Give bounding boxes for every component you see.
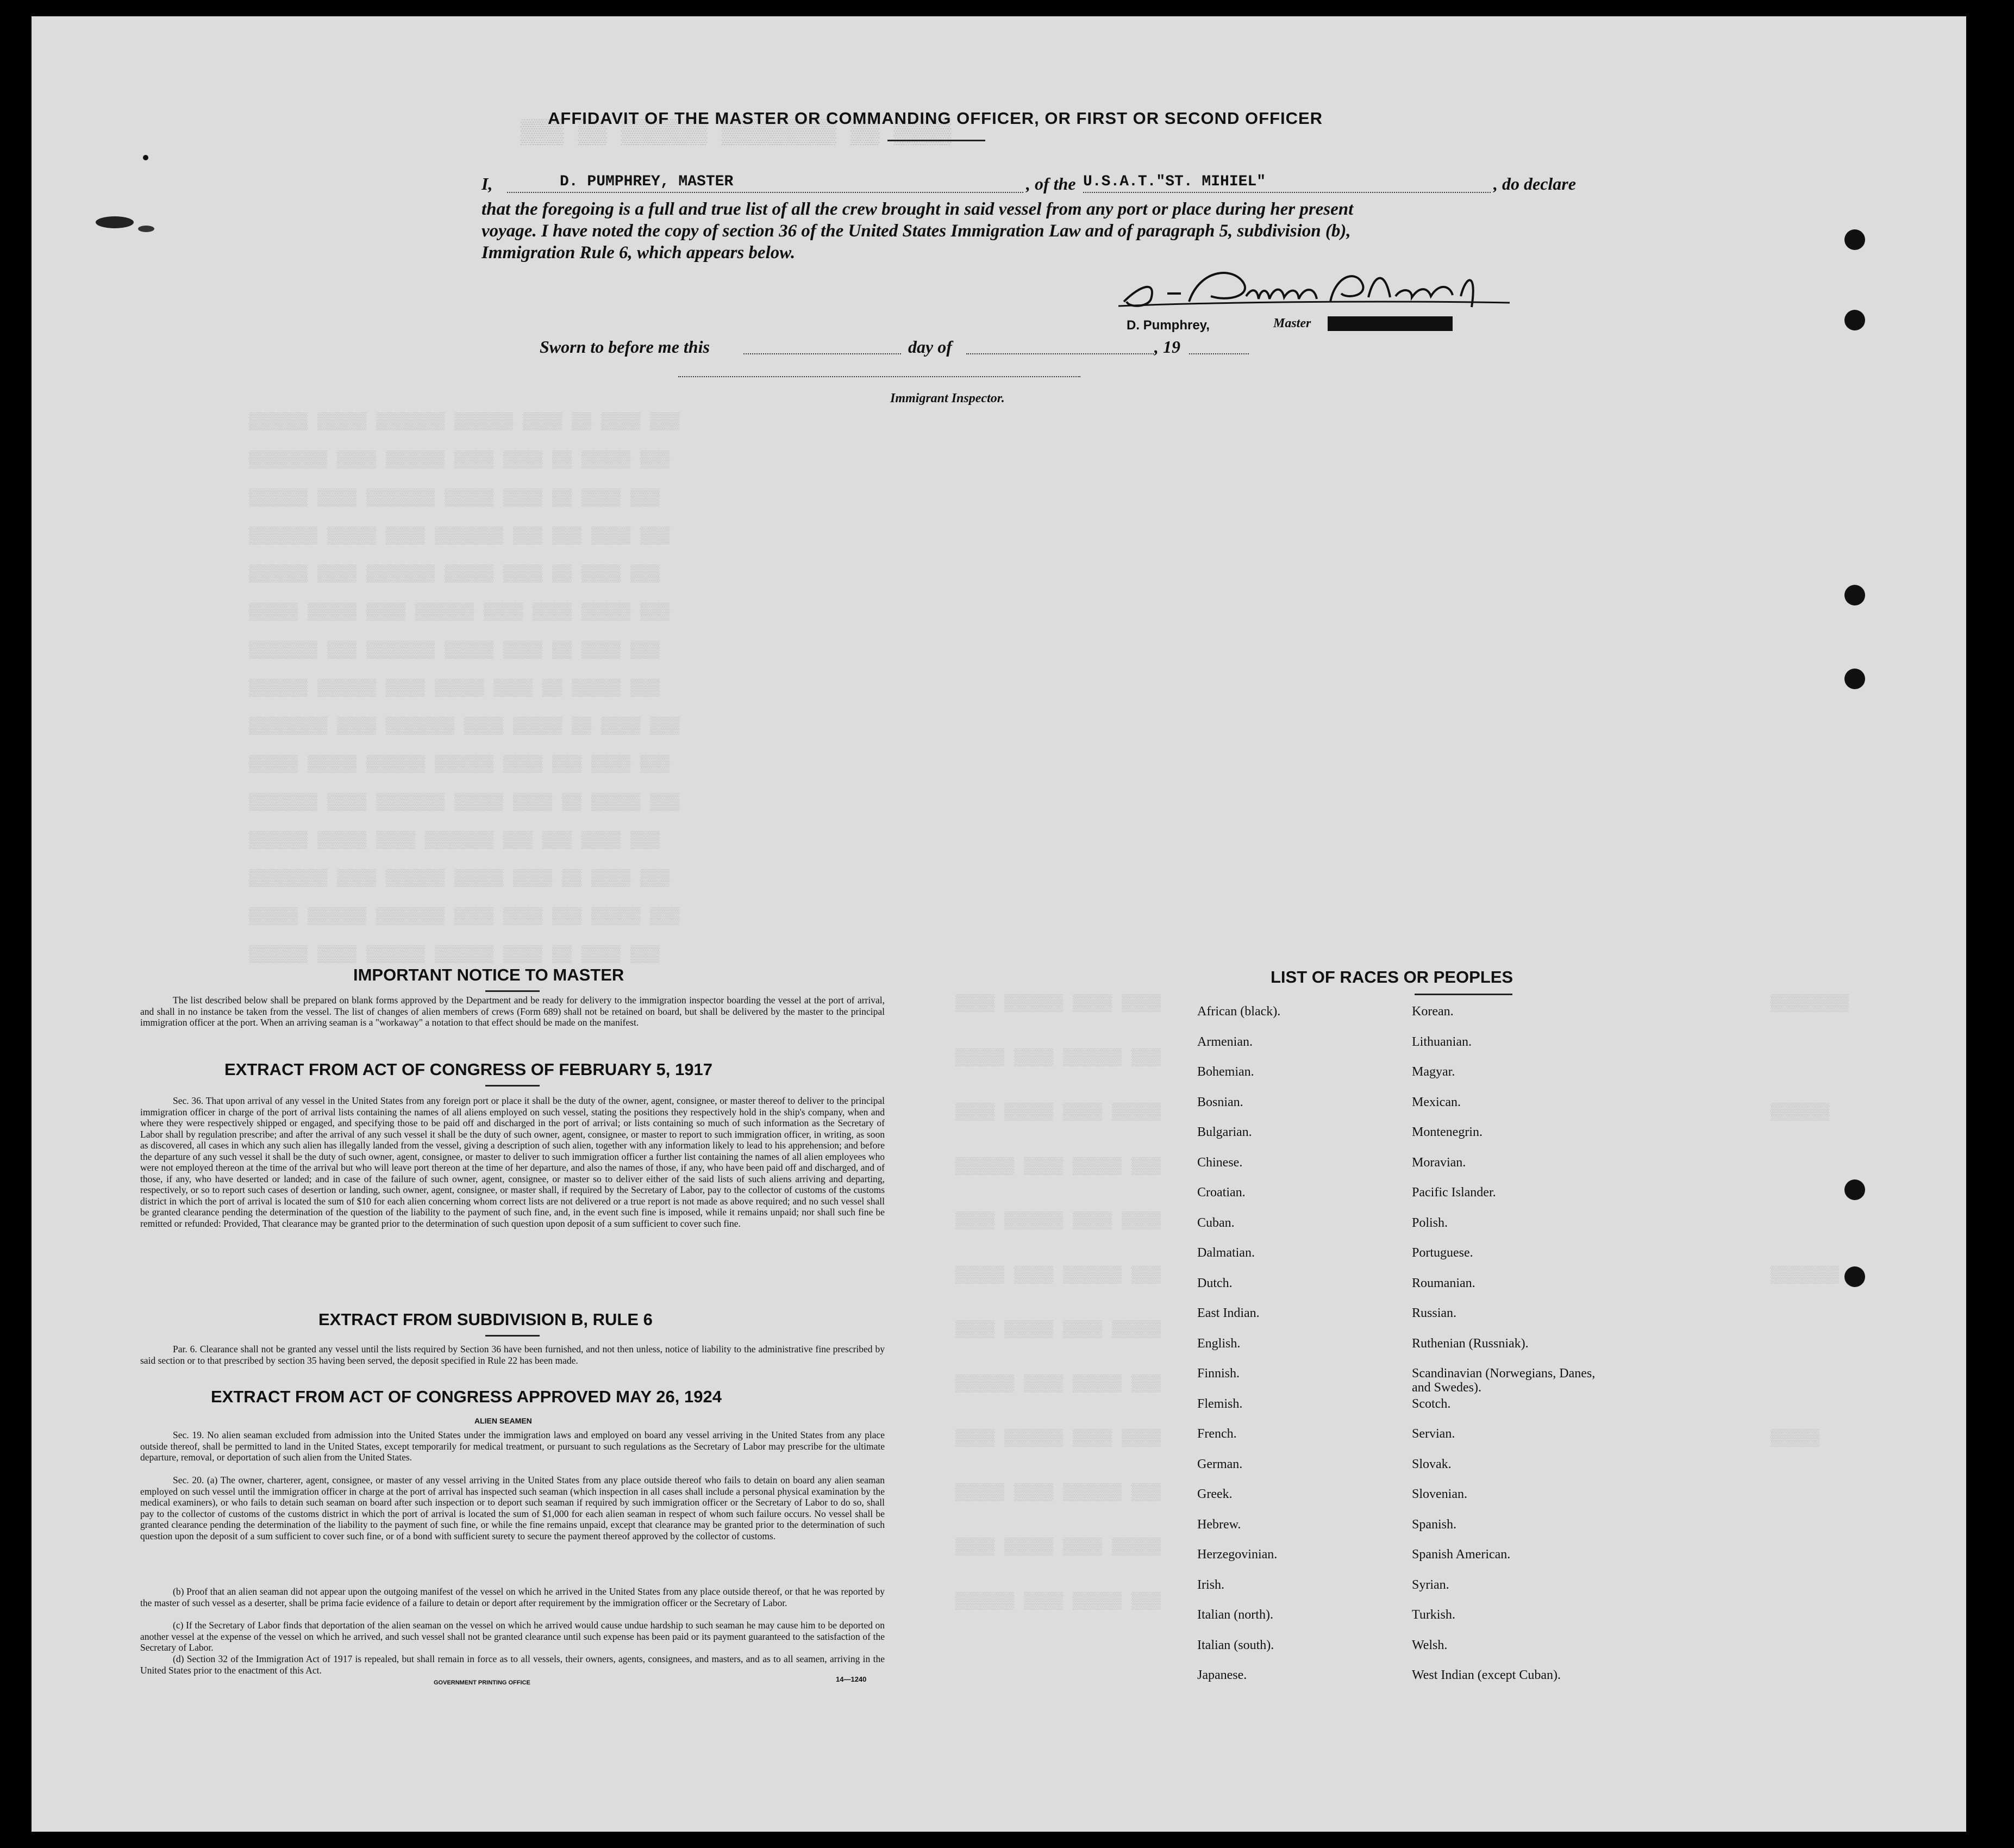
affidavit-line-3: voyage. I have noted the copy of section 36 of the United States Immigration Law and of paragraph 5, subdivision (b), [481,221,1351,241]
extract-1924-title: EXTRACT FROM ACT OF CONGRESS APPROVED MAY 26, 1924 [211,1387,722,1406]
race-item: Bulgarian. [1197,1125,1252,1139]
race-item: Italian (south). [1197,1638,1274,1652]
race-item: Dutch. [1197,1276,1233,1290]
notice-rule [485,990,540,992]
document-page [32,16,1966,1832]
race-item: Korean. [1412,1004,1454,1019]
binder-hole [1844,669,1865,689]
race-item: Chinese. [1197,1155,1243,1170]
extract-1917-rule [485,1085,540,1087]
extract-rule6-body: Par. 6. Clearance shall not be granted any vessel until the lists required by Section 36 have been furnished, and not then unless, notice of liability to the administrative fine prescribed by said section or to that prescribed by section 35 having been served, the deposit specified in Rule 22 has been made. [140,1344,885,1366]
extract-1917-body: Sec. 36. That upon arrival of any vessel in the United States from any foreign port or place it shall be the duty of the owner, agent, consignee, or master thereof to deliver to the principal immigration officer in charge of the port of arrival lists containing the names of all aliens employed on such vessel, stating the positions they respectively hold in the ship's company, when and where they were respectively shipped or engaged, and specifying those to be paid off and discharged in the port of arrival; or lists containing so much of such information as the Secretary of Labor shall by regulation prescribe; and after the arrival of any such vessel it shall be the duty of such owner, agent, consignee, or master to report to such immigration officer, in writing, as soon as discovered, all cases in which any such alien has illegally landed from the vessel, giving a description of such alien, together with any information likely to lead to his apprehension; and before the departure of any such vessel it shall be the duty of such owner, agent, consignee, or master to deliver to such immigration officer a further list containing the names of all alien employees who were not employed thereon at the time of the arrival but who will leave port thereon at the time of her departure, and also the names of those, if any, who have been paid off and discharged, and of those, if any, who have deserted or landed; and in case of the failure of such owner, agent, consignee, or master so to deliver either of the said lists of such aliens arriving and departing, respectively, or so to report such cases of desertion or landing, such owner, agent, consignee, or master shall, if required by the Secretary of Labor, pay to the collector of customs of the customs district in which the port of arrival is located the sum of $10 for each alien concerning whom correct lists are not delivered or a true report is not made as above required; and no such vessel shall be granted clearance pending the determination of the question of the liability to the payment of such fine, and, in the event such fine is imposed, while it remains unpaid; nor shall such fine be remitted or refunded: Provided, That clearance may be granted prior to the determination of such question upon deposit of a sum sufficient to cover such fine. [140,1095,885,1229]
race-item: Cuban. [1197,1215,1235,1230]
race-item: Pacific Islander. [1412,1185,1496,1200]
sec-19-body: Sec. 19. No alien seaman excluded from admission into the United States under the immigration laws and employed on board any vessel arriving in the United States from any place outside thereof, shall be permitted to land in the United States, except temporarily for medical treatment, or pursuant to such regulations as the Secretary of Labor may prescribe for the ultimate departure, removal, or deportation of such alien from the United States. [140,1429,885,1463]
races-rule [1415,994,1512,995]
binder-hole [1844,310,1865,330]
notice-body: The list described below shall be prepared on blank forms approved by the Department and be ready for delivery to the immigration inspector boarding the vessel at the port of arrival, and shall in no instance be taken from the vessel. The list of changes of alien members of crews (Form 689) shall not be retained on board, but shall be delivered by the master to the principal immigration officer at the port. When an arriving seaman is a "workaway" a notation to that effect should be made on the manifest. [140,995,885,1028]
binder-hole [1844,1179,1865,1200]
form-number: 14—1240 [836,1675,867,1683]
extract-1917-title: EXTRACT FROM ACT OF CONGRESS OF FEBRUARY 5, 1917 [224,1060,712,1079]
printer-credit: GOVERNMENT PRINTING OFFICE [434,1680,530,1686]
race-item: Russian. [1412,1306,1457,1320]
race-item: West Indian (except Cuban). [1412,1668,1561,1682]
race-item: Montenegrin. [1412,1125,1483,1139]
race-item: Spanish. [1412,1517,1457,1532]
i-label: I, [481,174,493,193]
inspector-label: Immigrant Inspector. [890,391,1005,405]
race-item: Japanese. [1197,1668,1247,1682]
race-item: Mexican. [1412,1095,1461,1109]
sec-20b-body: (b) Proof that an alien seaman did not appear upon the outgoing manifest of the vessel on which he arrived in the United States from any place outside thereof, or that he was reported by the master of such vessel as a deserter, shall be prima facie evidence of a failure to detain or deport after requirement by the immigration officer or the Secretary of Labor. [140,1586,885,1608]
name-underline [507,192,1023,193]
sec-20a-body: Sec. 20. (a) The owner, charterer, agent, consignee, or master of any vessel arriving in the United States from any place outside thereof who fails to detain on board any alien seaman employed on such vessel until the immigration officer in charge at the port of arrival has inspected such seaman (which inspection in all cases shall include a personal physical examination by the medical examiners), or who fails to detain such seaman on board after such inspection or to deport such seaman if required by such immigration officer or the Secretary of Labor to do so, shall pay to the collector of customs of the customs district in which the port of arrival is located the sum of $1,000 for each alien seaman in respect of whom such failure occurs. No vessel shall be granted clearance pending the determination of the liability to the payment of such fine, or while the fine remains unpaid, except that clearance may be granted prior to the determination of such question upon the deposit of a sum sufficient to cover such fine, or of a bond with sufficient surety to secure the payment thereof approved by the collector of customs. [140,1475,885,1541]
race-item: Slovenian. [1412,1487,1467,1501]
race-item: Lithuanian. [1412,1034,1472,1049]
races-right-column [1412,1004,1597,1699]
race-item: Hebrew. [1197,1517,1241,1532]
vessel-underline [1083,192,1491,193]
race-item: Portuguese. [1412,1246,1473,1260]
race-item: Turkish. [1412,1608,1455,1622]
race-item: Irish. [1197,1577,1224,1592]
race-item: Servian. [1412,1427,1455,1441]
declare-label: , do declare [1493,174,1576,193]
alien-seamen-subtitle: ALIEN SEAMEN [474,1416,532,1425]
vessel-name-field: U.S.A.T."ST. MIHIEL" [1083,173,1266,190]
race-item: Bosnian. [1197,1095,1243,1109]
race-item: Dalmatian. [1197,1246,1255,1260]
race-item: Syrian. [1412,1577,1449,1592]
title-rule [887,140,985,141]
race-item: Moravian. [1412,1155,1466,1170]
affidavit-line-2: that the foregoing is a full and true list of all the crew brought in said vessel from any port or place during her present [481,199,1354,219]
year-label: , 19 [1154,337,1180,357]
binder-hole [1844,229,1865,250]
sec-20c-body: (c) If the Secretary of Labor finds that deportation of the alien seaman on the vessel on which he arrived would cause undue hardship to such seaman he may cause him to be deported on another vessel at the expense of the vessel on which he arrived, and such vessel shall not be granted clearance until such expense has been paid or its payment guaranteed to the satisfaction of the Secretary of Labor. [140,1620,885,1653]
inspector-signature-line [678,376,1080,377]
binder-hole [1844,585,1865,605]
race-item: Armenian. [1197,1034,1253,1049]
notice-title: IMPORTANT NOTICE TO MASTER [353,965,624,984]
race-item: English. [1197,1336,1241,1351]
ink-blot [96,216,134,228]
race-item: Welsh. [1412,1638,1448,1652]
race-item: Slovak. [1412,1457,1452,1471]
extract-rule6-title: EXTRACT FROM SUBDIVISION B, RULE 6 [318,1310,653,1329]
year-blank [1189,353,1249,354]
race-item: Croatian. [1197,1185,1246,1200]
race-item: Scandinavian (Norwegians, Danes, and Swedes). [1412,1366,1596,1395]
race-item: Herzegovinian. [1197,1547,1278,1562]
race-item: Scotch. [1412,1396,1451,1411]
race-item: Finnish. [1197,1366,1240,1381]
race-item: Spanish American. [1412,1547,1511,1562]
race-item: Roumanian. [1412,1276,1475,1290]
extract-rule6-rule [485,1335,540,1337]
sworn-day-blank [743,353,901,354]
affidavit-line-4: Immigration Rule 6, which appears below. [481,243,796,263]
master-signature [1118,264,1531,318]
day-of-label: day of [908,337,952,357]
sec-20d-body: (d) Section 32 of the Immigration Act of 1917 is repealed, but shall remain in force as to all vessels, their owners, agents, consignees, and masters, and as to all seamen, arriving in the United States prior to the enactment of this Act. [140,1653,885,1676]
signature-name: D. Pumphrey, [1127,318,1210,333]
month-blank [966,353,1154,354]
races-title: LIST OF RACES OR PEOPLES [1271,967,1513,987]
sworn-label: Sworn to before me this [540,337,710,357]
struck-officer-text: First or Second Officer [1328,316,1453,330]
race-item: Ruthenian (Russniak). [1412,1336,1529,1351]
master-name-field: D. PUMPHREY, MASTER [560,173,734,190]
ink-speck [143,155,148,160]
race-item: Greek. [1197,1487,1233,1501]
race-item: Bohemian. [1197,1065,1254,1079]
signature-title: Master [1273,316,1311,330]
affidavit-title: AFFIDAVIT OF THE MASTER OR COMMANDING OFFICER, OR FIRST OR SECOND OFFICER [548,109,1323,128]
race-item: East Indian. [1197,1306,1260,1320]
race-item: German. [1197,1457,1243,1471]
ink-blot [138,226,154,232]
race-item: French. [1197,1427,1237,1441]
races-left-column [1197,1004,1280,1699]
race-item: African (black). [1197,1004,1281,1019]
race-item: Magyar. [1412,1065,1455,1079]
race-item: Italian (north). [1197,1608,1273,1622]
race-item: Polish. [1412,1215,1448,1230]
race-item: Flemish. [1197,1396,1243,1411]
bleed-through-texture: ▒▒▒ ▒▒ ▒▒▒▒▒▒ ▒▒▒▒▒▒▒▒ ▒▒ ▒▒▒▒ ▒▒▒▒▒▒ ▒▒▒▒▒ ▒▒▒▒▒▒▒ ▒▒▒▒▒▒ ▒▒▒▒ ▒▒ ▒▒▒▒ ▒▒▒ ▒▒▒▒▒▒▒▒ ▒▒▒▒ ▒▒▒▒▒▒ ▒▒▒▒ ▒▒▒▒ ▒▒ ▒▒▒▒▒ ▒▒▒ ▒▒▒▒▒▒ ▒▒▒▒ ▒▒▒▒▒▒▒ ▒▒▒▒▒ ▒▒▒▒ ▒▒ ▒▒▒▒ ▒▒▒ ▒▒▒▒▒▒▒ ▒▒▒▒▒ ▒▒▒▒ ▒▒▒▒▒▒▒ ▒▒▒ ▒▒▒ ▒▒▒▒ ▒▒▒ ▒▒▒▒▒▒ ▒▒▒▒ ▒▒▒▒▒▒▒ ▒▒▒▒▒ ▒▒▒▒ ▒▒ ▒▒▒▒ ▒▒▒ ▒▒▒▒▒ ▒▒▒▒▒ ▒▒▒▒ ▒▒▒▒▒▒ ▒▒▒▒ ▒▒▒▒ ▒▒▒▒▒ ▒▒▒ ▒▒▒▒▒▒▒ ▒▒▒ ▒▒▒▒▒▒▒ ▒▒▒▒▒ ▒▒▒▒ ▒▒ ▒▒▒▒ ▒▒▒ ▒▒▒▒▒▒ ▒▒▒▒▒▒ ▒▒▒▒ ▒▒▒▒▒ ▒▒▒▒ ▒▒ ▒▒▒▒▒ ▒▒▒ ▒▒▒▒▒▒▒▒ ▒▒▒▒ ▒▒▒▒▒▒▒ ▒▒▒▒ ▒▒▒▒▒ ▒▒ ▒▒▒▒ ▒▒▒ ▒▒▒▒▒ ▒▒▒▒▒ ▒▒▒▒▒▒ ▒▒▒▒▒▒ ▒▒▒▒ ▒▒▒ ▒▒▒▒ ▒▒▒ ▒▒▒▒▒▒▒ ▒▒▒▒ ▒▒▒▒▒▒▒ ▒▒▒▒▒ ▒▒▒▒ ▒▒ ▒▒▒▒▒ ▒▒▒ ▒▒▒▒▒▒ ▒▒▒▒▒ ▒▒▒▒ ▒▒▒▒▒▒▒ ▒▒▒ ▒▒▒ ▒▒▒▒ ▒▒▒ ▒▒▒▒▒▒▒▒ ▒▒▒▒ ▒▒▒▒▒▒ ▒▒▒▒▒ ▒▒▒▒ ▒▒ ▒▒▒▒ ▒▒▒ ▒▒▒▒▒ ▒▒▒▒▒▒ ▒▒▒▒▒▒▒ ▒▒▒▒ ▒▒▒▒ ▒▒▒ ▒▒▒▒▒ ▒▒▒ ▒▒▒▒▒▒ ▒▒▒▒ ▒▒▒▒▒▒ ▒▒▒▒▒▒ ▒▒▒▒ ▒▒ ▒▒▒▒ ▒▒▒ ▒▒▒▒ ▒▒▒▒▒▒ ▒▒▒▒ ▒▒▒▒ ▒▒▒▒▒ ▒▒▒▒ ▒▒▒▒▒▒ ▒▒▒ ▒▒▒▒ ▒▒▒▒▒ ▒▒▒▒ ▒▒▒▒▒ ▒▒▒▒▒▒ ▒▒▒▒ ▒▒▒▒▒ ▒▒▒ ▒▒▒▒ ▒▒▒▒▒▒ ▒▒▒▒ ▒▒▒▒ ▒▒▒▒▒ ▒▒▒▒ ▒▒▒▒▒▒ ▒▒▒ ▒▒▒▒ ▒▒▒▒▒ ▒▒▒▒ ▒▒▒▒▒ ▒▒▒▒▒▒ ▒▒▒▒ ▒▒▒▒▒ ▒▒▒ ▒▒▒▒ ▒▒▒▒▒▒ ▒▒▒▒ ▒▒▒▒ ▒▒▒▒▒ ▒▒▒▒ ▒▒▒▒▒▒ ▒▒▒ ▒▒▒▒ ▒▒▒▒▒ ▒▒▒▒ ▒▒▒▒▒ ▒▒▒▒▒▒ ▒▒▒▒ ▒▒▒▒▒ ▒▒▒ ▒▒▒▒▒▒▒▒ ▒▒▒▒▒▒ ▒▒▒▒▒▒▒ ▒▒▒▒▒ [249,120,1849,1611]
binder-hole [1844,1266,1865,1287]
of-the-label: , of the [1026,174,1076,193]
